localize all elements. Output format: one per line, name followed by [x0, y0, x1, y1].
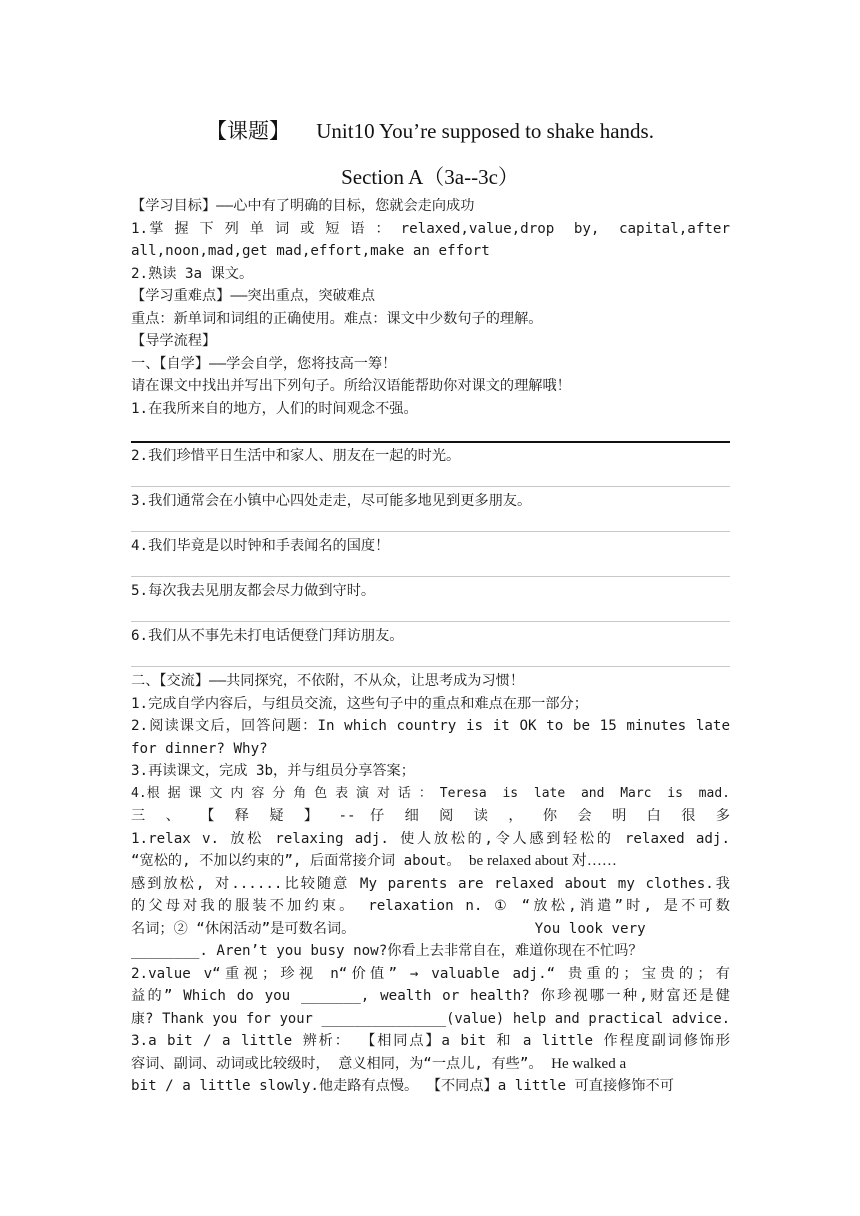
explain-value-line: 2.value v“重视；珍视 n“价值” → valuable adj.“ 贵重的；宝贵的；有: [131, 966, 730, 982]
section-subtitle: Section A（3a--3c）: [341, 165, 519, 189]
explain-value-line: 康? Thank you for your _______________(value) help and practical advice.: [131, 1011, 730, 1027]
explain-relax-line: ________. Aren’t you busy now?你看上去非常自在，难道你现在不忙吗？: [131, 943, 643, 959]
goals-heading: 【学习目标】——心中有了明确的目标，您就会走向成功: [131, 198, 475, 214]
explain-value-line: 益的” Which do you _______, wealth or health? 你珍视哪一种,财富还是健: [131, 988, 730, 1004]
exchange-item-4: 4.根 据 课 文 内 容 分 角 色 表 演 对 话 ： Teresa is late and Marc is mad.: [131, 786, 730, 801]
process-heading: 【导学流程】: [131, 333, 217, 349]
lesson-title: 【课题】 Unit10 You’re supposed to shake hands.: [206, 119, 654, 143]
exchange-item-2: 2.阅读课文后，回答问题：In which country is it OK to be 15 minutes late: [131, 718, 730, 734]
exchange-item-2-cont: for dinner? Why?: [131, 741, 268, 757]
goals-item-1: 1.掌 握 下 列 单 词 或 短 语 ： relaxed,value,drop by, capital,after: [131, 221, 730, 237]
explain-relax-line: [131, 851, 730, 871]
key-points-text: 重点：新单词和词组的正确使用。难点：课文中少数句子的理解。: [131, 311, 543, 327]
explain-abit-line: bit / a little slowly.他走路有点慢。 【不同点】a little 可直接修饰不可: [131, 1078, 674, 1094]
explain-relax-line: 1.relax v. 放松 relaxing adj. 使人放松的,令人感到轻松的 relaxed adj.: [131, 831, 730, 847]
answer-line: [131, 486, 730, 487]
sentence-prompt: 1.在我所来自的地方，人们的时间观念不强。: [131, 401, 418, 417]
sentence-prompt: 3.我们通常会在小镇中心四处走走，尽可能多地见到更多朋友。: [131, 493, 532, 509]
self-study-instruction: 请在课文中找出并写出下列句子。所给汉语能帮助你对课文的理解哦！: [131, 378, 571, 394]
answer-line: [131, 621, 730, 622]
exchange-heading: 二、【交流】——共同探究，不依附，不从众，让思考成为习惯！: [131, 673, 525, 689]
explain-relax-phrase: be relaxed about 对……: [469, 853, 617, 869]
goals-item-2: 2.熟读 3a 课文。: [131, 266, 254, 282]
answer-line: [131, 576, 730, 577]
explain-relax-line: 感到放松, 对......比较随意 My parents are relaxed about my clothes.我: [131, 876, 730, 892]
answer-line: [131, 441, 730, 443]
self-study-heading: 一、【自学】——学会自学，您将技高一筹！: [131, 356, 397, 372]
answer-line: [131, 531, 730, 532]
explain-abit-example: He walked a: [551, 1056, 627, 1072]
sentence-prompt: 6.我们从不事先未打电话便登门拜访朋友。: [131, 628, 404, 644]
goals-item-1-cont: all,noon,mad,get mad,effort,make an effort: [131, 243, 490, 259]
explain-abit-text: 容词、副词、动词或比较级时， 意义相同，为“一点儿, 有些”。: [131, 1056, 552, 1072]
sentence-prompt: 2.我们珍惜平日生活中和家人、朋友在一起的时光。: [131, 448, 461, 464]
explain-relax-line: 名词；② “休闲活动”是可数名词。 You look very: [131, 921, 646, 937]
explain-relax-text: “宽松的, 不加以约束的”, 后面常接介词 about。: [131, 853, 470, 869]
explain-heading: 三 、 【 释 疑 】 -- 仔 细 阅 读 ， 你 会 明 白 很 多: [131, 808, 730, 824]
exchange-item-1: 1.完成自学内容后，与组员交流，这些句子中的重点和难点在那一部分；: [131, 696, 588, 712]
explain-abit-line: [131, 1054, 730, 1074]
exchange-item-3: 3.再读课文，完成 3b，并与组员分享答案；: [131, 763, 415, 779]
explain-abit-line: 3.a bit / a little 辨析： 【相同点】a bit 和 a little 作程度副词修饰形: [131, 1033, 730, 1049]
explain-relax-line: 的父母对我的服装不加约束。 relaxation n. ① “放松,消遣”时, 是不可数: [131, 898, 730, 914]
sentence-prompt: 4.我们毕竟是以时钟和手表闻名的国度！: [131, 538, 390, 554]
answer-line: [131, 666, 730, 667]
key-points-heading: 【学习重难点】——突出重点，突破难点: [131, 288, 376, 304]
sentence-prompt: 5.每次我去见朋友都会尽力做到守时。: [131, 583, 376, 599]
